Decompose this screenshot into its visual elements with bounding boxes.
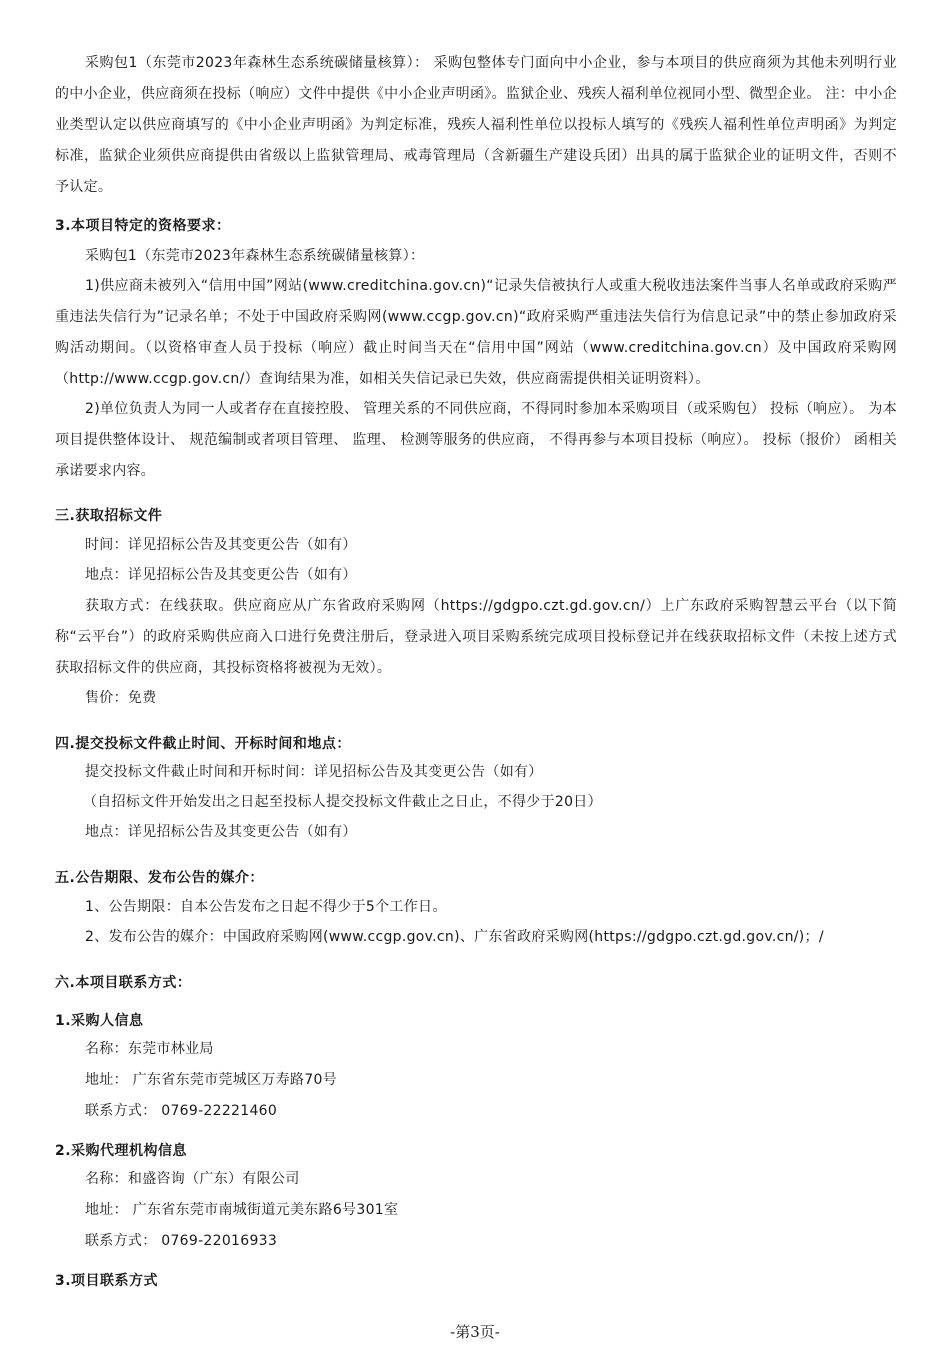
purchaser-phone: 联系方式： 0769-22221460 <box>85 1103 278 1119</box>
purchaser-heading: 1.采购人信息 <box>55 1013 144 1029</box>
deadline-note: （自招标文件开始发出之日起至投标人提交投标文件截止之日止，不得少于20日） <box>83 794 602 810</box>
obtain-method: 获取方式：在线获取。供应商应从广东省政府采购网（https://gdgpo.czt.gd.gov.cn/）上广东政府采购智慧云平台（以下简称“云平台”）的政府采购供应商入口进行免费注册后，登录进入项目采购系统完成项目投标登记并在线获取招标文件（未按上述方式获取招标文件的供应商，其投标资格将被视为无效）。 <box>55 598 897 676</box>
package-note-paragraph: 采购包1（东莞市2023年森林生态系统碳储量核算）： 采购包整体专门面向中小企业，参与本项目的供应商须为其他未列明行业的中小企业，供应商须在投标（响应）文件中提供《中小企业声明函》。监狱企业、残疾人福利单位视同小型、微型企业。 注：中小企业类型认定以供应商填写的《中小企业声明函》为判定标准，残疾人福利性单位以投标人填写的《残疾人福利性单位声明函》为判定标准，监狱企业须供应商提供由省级以上监狱管理局、戒毒管理局（含新疆生产建设兵团）出具的属于监狱企业的证明文件，否则不予认定。 <box>55 55 897 195</box>
deadline-heading: 四.提交投标文件截止时间、开标时间和地点： <box>55 736 351 752</box>
purchaser-name: 名称：东莞市林业局 <box>85 1041 214 1057</box>
obtain-place: 地点：详见招标公告及其变更公告（如有） <box>85 567 357 583</box>
notice-media: 2、发布公告的媒介：中国政府采购网(www.ccgp.gov.cn)、广东省政府采购网(https://gdgpo.czt.gd.gov.cn/)；/ <box>85 929 824 945</box>
page-number: -第3页- <box>450 1323 500 1341</box>
agency-name: 名称：和盛咨询（广东）有限公司 <box>85 1171 300 1187</box>
agency-address: 地址： 广东省东莞市南城街道元美东路6号301室 <box>85 1202 399 1218</box>
project-contact-heading: 3.项目联系方式 <box>55 1273 159 1289</box>
specific-item-2: 2)单位负责人为同一人或者存在直接控股、 管理关系的不同供应商，不得同时参加本采购项目（或采购包） 投标（响应）。 为本项目提供整体设计、 规范编制或者项目管理、 监理、 检测等服务的供应商， 不得再参与本项目投标（响应）。 投标（报价） 函相关承诺要求内容。 <box>55 401 897 479</box>
specific-requirements-heading: 3.本项目特定的资格要求： <box>55 218 231 234</box>
obtain-time: 时间：详见招标公告及其变更公告（如有） <box>85 537 357 553</box>
specific-item-1: 1)供应商未被列入“信用中国”网站(www.creditchina.gov.cn)“记录失信被执行人或重大税收违法案件当事人名单或政府采购严重违法失信行为”记录名单；不处于中国政府采购网(www.ccgp.gov.cn)“政府采购严重违法失信行为信息记录”中的禁止参加政府采购活动期间。（以资格审查人员于投标（响应）截止时间当天在“信用中国”网站（www.creditchina.gov.cn）及中国政府采购网（http://www.ccgp.gov.cn/）查询结果为准，如相关失信记录已失效，供应商需提供相关证明资料）。 <box>55 278 897 387</box>
notice-heading: 五.公告期限、发布公告的媒介： <box>55 870 264 886</box>
contact-heading: 六.本项目联系方式： <box>55 975 192 991</box>
notice-period: 1、公告期限：自本公告发布之日起不得少于5个工作日。 <box>85 899 447 915</box>
agency-heading: 2.采购代理机构信息 <box>55 1143 188 1159</box>
deadline-place: 地点：详见招标公告及其变更公告（如有） <box>85 824 357 840</box>
purchaser-address: 地址： 广东省东莞市莞城区万寿路70号 <box>85 1072 337 1088</box>
obtain-price: 售价：免费 <box>85 690 157 706</box>
deadline-time: 提交投标文件截止时间和开标时间：详见招标公告及其变更公告（如有） <box>85 764 543 780</box>
specific-package-line: 采购包1（东莞市2023年森林生态系统碳储量核算）： <box>85 248 425 264</box>
obtain-heading: 三.获取招标文件 <box>55 508 163 524</box>
agency-phone: 联系方式： 0769-22016933 <box>85 1233 278 1249</box>
